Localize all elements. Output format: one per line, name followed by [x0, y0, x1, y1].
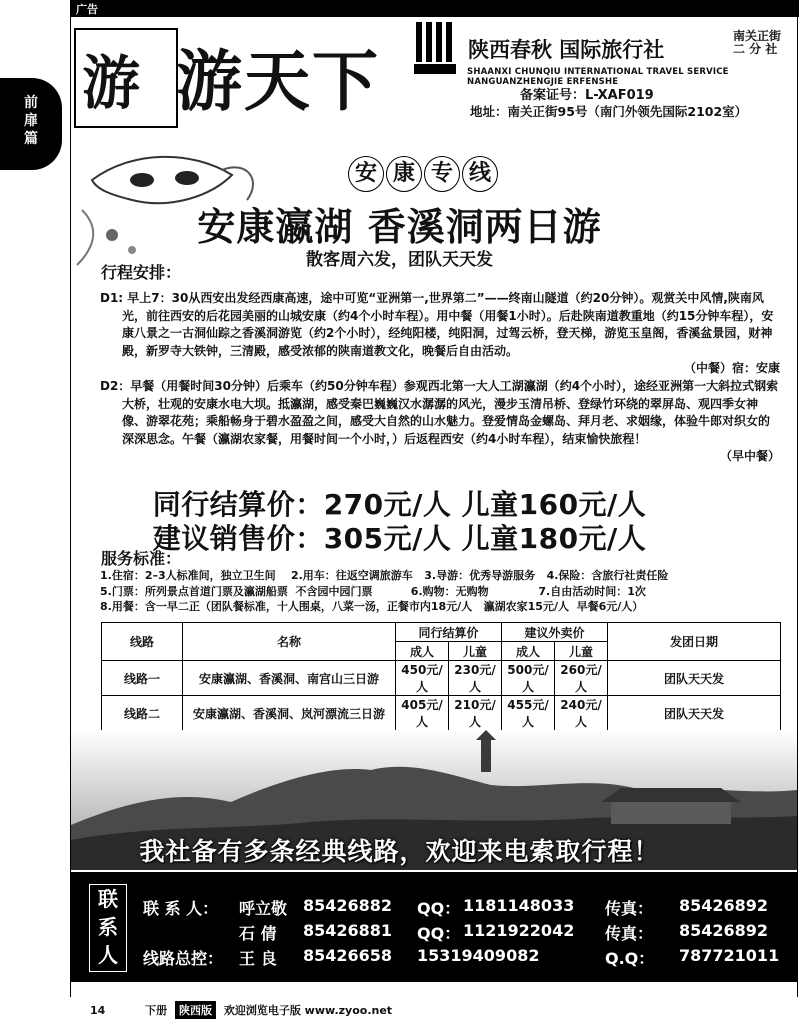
- contact-fax-label: 传真：: [605, 924, 654, 943]
- contact-phone: 85426882: [303, 896, 393, 915]
- itinerary-day2-meals: （早中餐）: [719, 449, 780, 464]
- agency-name: 陕西春秋 国际旅行社: [468, 37, 665, 62]
- cell-peer-child: 210元/人: [449, 696, 502, 731]
- ad-label: 广告: [76, 3, 98, 16]
- th-child: 儿童: [449, 642, 502, 661]
- contact-fax: 85426892: [679, 896, 769, 915]
- contact-qq-label: Q.Q：: [605, 949, 655, 968]
- contact-fax: 85426892: [679, 921, 769, 940]
- page-footer: [90, 1001, 392, 1019]
- top-bar: [70, 0, 799, 17]
- badge-char: 线: [462, 156, 498, 192]
- service-standards: [100, 568, 780, 615]
- cell-name: 安康瀛湖、香溪洞、南宫山三日游: [183, 661, 396, 696]
- slogan: 我社备有多条经典线路，欢迎来电索取行程！: [139, 837, 660, 866]
- th-route: 线路: [102, 623, 183, 661]
- peer-price: 同行结算价：270元/人 儿童160元/人: [152, 488, 647, 521]
- contact-phone: 85426881: [303, 921, 393, 940]
- contact-qq: 1181148033: [463, 896, 575, 915]
- footer-link[interactable]: 欢迎浏览电子版 www.zyoo.net: [223, 1004, 393, 1017]
- side-tab: 前 扉 篇: [0, 78, 62, 170]
- retail-price: 建议销售价：305元/人 儿童180元/人: [152, 522, 647, 555]
- table-row: [102, 696, 781, 731]
- itinerary-day2: D2：早餐（用餐时间30分钟）后乘车（约50分钟车程）参观西北第一大人工湖瀛湖（约4个小时），途经亚洲第一大斜拉式钢索大桥，壮观的安康水电大坝。抵瀛湖，感受秦巴巍巍汉水潺潺的风光，漫步玉清吊桥、登绿竹环绕的翠屏岛、观四季女神像、游翠花苑；乘船畅身于碧水盈盈之间，感受大自然的山水魅力。登爱情岛金螺岛、拜月老、求姻缘，体验牛郎对织女的深深思念。午餐（瀛湖农家餐，用餐时间一个小时，）后返程西安（约4小时车程），结束愉快旅程！: [100, 378, 779, 446]
- th-adult: 成人: [396, 642, 449, 661]
- cell-route: 线路二: [102, 696, 183, 731]
- cell-peer-adult: 405元/人: [396, 696, 449, 731]
- contact-qq: 787721011: [679, 946, 780, 965]
- logo-calligraphy: 游: [82, 49, 135, 117]
- service-heading: 服务标准：: [101, 549, 182, 568]
- contact-role: 联 系 人：: [143, 899, 219, 918]
- th-retail: 建议外卖价: [502, 623, 608, 642]
- contact-mobile: 15319409082: [417, 946, 540, 965]
- agency-logo-icon: [412, 18, 460, 80]
- tour-title: 安康瀛湖 香溪洞两日游: [197, 205, 602, 249]
- contact-fax-label: 传真：: [605, 899, 654, 918]
- contact-name: 石 倩: [239, 924, 277, 943]
- route-table: [101, 622, 781, 731]
- agency-address: 地址：南关正街95号（南门外领先国际2102室）: [470, 104, 748, 119]
- th-peer: 同行结算价: [396, 623, 502, 642]
- table-row: [102, 661, 781, 696]
- cell-dates: 团队天天发: [608, 696, 781, 731]
- contact-panel: [71, 872, 797, 982]
- cell-peer-adult: 450元/人: [396, 661, 449, 696]
- service-line: 1.住宿：2–3人标准间，独立卫生间 2.用车：往返空调旅游车 3.导游：优秀导游服务 4.保险：含旅行社责任险: [100, 569, 669, 582]
- itinerary-day1: D1: 早上7：30从西安出发经西康高速，途中可览“亚洲第一,世界第二”——终南山隧道（约20分钟）。观赏关中风情,陕南风光，前往西安的后花园美丽的山城安康（约4个小时车程）。用中餐（用餐1小时）。后赴陕南道教重地（约15分钟车程），安康八景之一古洞仙踪之香溪洞游览（约2个小时），经纯阳楼，纯阳洞，过驾云桥，登天梯，游览玉皇阁，香溪盆景园，财神殿，新罗寺大铁钟，三清殿，感受浓郁的陕南道教文化，晚餐后自由活动。: [100, 291, 774, 358]
- license-number: 备案证号：L-XAF019: [520, 88, 654, 103]
- th-adult: 成人: [502, 642, 555, 661]
- agency-english-name: SHAANXI CHUNQIU INTERNATIONAL TRAVEL SERVICE NANGUANZHENGJIE ERFENSHE: [467, 67, 729, 87]
- contact-qq-label: QQ：: [417, 924, 461, 943]
- route-badge: [348, 156, 500, 192]
- cell-retail-adult: 500元/人: [502, 661, 555, 696]
- contact-role: 线路总控：: [143, 949, 224, 968]
- volume-label: 下册: [145, 1004, 168, 1017]
- badge-char: 专: [424, 156, 460, 192]
- contact-name: 呼立敬: [239, 899, 288, 918]
- contact-phone: 85426658: [303, 946, 393, 965]
- service-line: 5.门票：所列景点首道门票及瀛湖船票 不含园中园门票 6.购物：无购物 7.自由活动时间：1次: [100, 584, 646, 598]
- page-number: 14: [90, 1004, 106, 1017]
- itinerary-body: [100, 290, 780, 466]
- contact-qq: 1121922042: [463, 921, 575, 940]
- contact-qq-label: QQ：: [417, 899, 461, 918]
- agency-branch: 南关正街 二 分 社: [733, 29, 782, 56]
- badge-char: 安: [348, 156, 384, 192]
- cell-retail-child: 240元/人: [555, 696, 608, 731]
- cell-peer-child: 230元/人: [449, 661, 502, 696]
- contact-label: 联 系 人: [89, 884, 127, 972]
- service-line: 8.用餐：含一早二正（团队餐标准，十人围桌，八菜一汤，正餐市内18元/人 瀛湖农家15元/人 早餐6元/人）: [100, 600, 644, 613]
- magazine-edition: 陕西版: [175, 1001, 216, 1019]
- tour-subtitle: 散客周六发，团队天天发: [306, 250, 493, 270]
- badge-char: 康: [386, 156, 422, 192]
- th-dates: 发团日期: [608, 623, 781, 661]
- cell-route: 线路一: [102, 661, 183, 696]
- brand-title: 游天下: [176, 42, 380, 120]
- itinerary-day1-meals: （中餐）宿：安康: [683, 361, 780, 376]
- itinerary-heading: 行程安排：: [101, 263, 182, 282]
- cell-retail-child: 260元/人: [555, 661, 608, 696]
- cell-dates: 团队天天发: [608, 661, 781, 696]
- contact-name: 王 良: [239, 949, 277, 968]
- th-name: 名称: [183, 623, 396, 661]
- cell-retail-adult: 455元/人: [502, 696, 555, 731]
- th-child: 儿童: [555, 642, 608, 661]
- cell-name: 安康瀛湖、香溪洞、岚河漂流三日游: [183, 696, 396, 731]
